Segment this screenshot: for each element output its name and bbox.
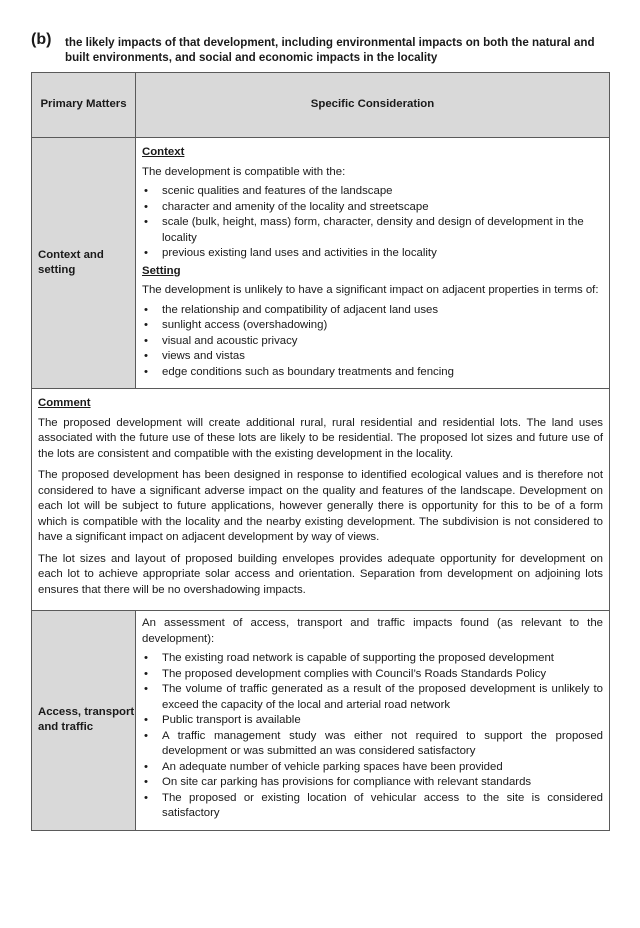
header-primary-matters: Primary Matters (32, 73, 136, 138)
table-row-access (32, 611, 610, 831)
list-item: • previous existing land uses and activities in the locality (142, 246, 603, 262)
setting-intro: The development is unlikely to have a significant impact on adjacent properties in terms of: (142, 284, 599, 296)
comment-cell (32, 389, 610, 611)
comment-paragraph: The lot sizes and layout of proposed building envelopes provides adequate opportunity for development on each lot to achieve appropriate solar access and orientation. Separation from development on adjoining lots ensures that there will be no overshadowing impacts. (38, 552, 603, 596)
setting-list (142, 303, 603, 381)
context-title: Context (142, 146, 185, 158)
row-label-access: Access, transport and traffic (32, 611, 136, 831)
list-item: • scenic qualities and features of the landscape (142, 184, 603, 200)
context-list (142, 184, 603, 262)
list-item: • visual and acoustic privacy (142, 334, 603, 350)
list-item: • The proposed or existing location of vehicular access to the site is considered satisfactory (142, 791, 603, 822)
list-item: • views and vistas (142, 349, 603, 365)
setting-title: Setting (142, 264, 181, 277)
list-item: • Public transport is available (142, 713, 603, 729)
list-item: • scale (bulk, height, mass) form, character, density and design of development in the locality (142, 215, 603, 246)
section-label: (b) (31, 31, 52, 48)
access-content (136, 611, 610, 831)
row-label-context-setting: Context and setting (32, 138, 136, 389)
list-item: • A traffic management study was either not required to support the proposed development or was submitted an was considered satisfactory (142, 729, 603, 760)
header-specific-consideration: Specific Consideration (136, 73, 610, 138)
section-title: the likely impacts of that development, including environmental impacts on both the natural and built environments, and social and economic impacts in the locality (65, 36, 595, 64)
table-header-row (32, 73, 610, 138)
list-item: • edge conditions such as boundary treatments and fencing (142, 365, 603, 381)
context-setting-content (136, 138, 610, 389)
table-row-comment (32, 389, 610, 611)
list-item: • character and amenity of the locality and streetscape (142, 200, 603, 216)
access-intro: An assessment of access, transport and traffic impacts found (as relevant to the development): (142, 617, 603, 645)
context-intro: The development is compatible with the: (142, 165, 346, 178)
list-item: • The existing road network is capable of supporting the proposed development (142, 651, 603, 667)
list-item: • On site car parking has provisions for compliance with relevant standards (142, 775, 603, 791)
access-list (142, 651, 603, 822)
list-item: • sunlight access (overshadowing) (142, 318, 603, 334)
list-item: • The proposed development complies with Council’s Roads Standards Policy (142, 667, 603, 683)
comment-paragraph: The proposed development has been designed in response to identified ecological values and is therefore not considered to have a significant adverse impact on the quality and features of the landscape. Development on each lot will be subject to future applications, however generally there is opportunity for this to be of a form which is compatible with the locality and the nearby existing development. The subdivision is not considered to have a significant impact on adjacent development by way of views. (38, 469, 603, 543)
list-item: • The volume of traffic generated as a result of the proposed development is unlikely to exceed the capacity of the local and arterial road network (142, 682, 603, 713)
list-item: • the relationship and compatibility of adjacent land uses (142, 303, 603, 319)
comment-paragraph: The proposed development will create additional rural, rural residential and residential lots. The land uses associated with the future use of these lots are likely to be residential. The proposed lot sizes and future use of the lots are consistent and compatible with the existing development in the locality. (38, 416, 603, 460)
table-row-context-setting (32, 138, 610, 389)
comment-title: Comment (38, 397, 91, 409)
list-item: • An adequate number of vehicle parking spaces have been provided (142, 760, 603, 776)
consideration-table (31, 72, 610, 831)
